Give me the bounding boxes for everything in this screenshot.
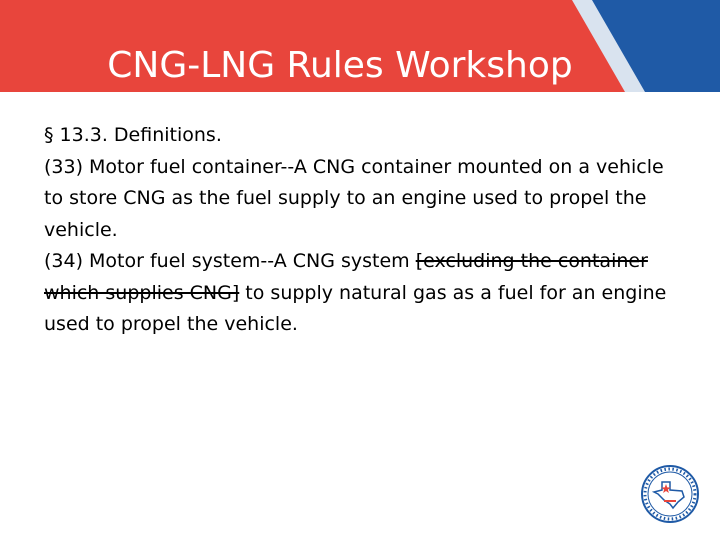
railroad-commission-seal-icon (640, 464, 700, 524)
definition-34-struck-text: [excluding the container which supplies CNG] (44, 250, 648, 304)
section-heading: § 13.3. Definitions. (44, 124, 222, 146)
definition-34-intro: (34) Motor fuel system--A CNG system (44, 250, 416, 272)
slide-title: CNG-LNG Rules Workshop (107, 45, 573, 86)
definition-33: (33) Motor fuel container--A CNG container mounted on a vehicle to store CNG as the fuel supply to an engine used to propel the vehicle. (44, 155, 664, 241)
definition-34-rest: to supply natural gas as a fuel for an engine used to propel the vehicle. (44, 281, 667, 335)
slide-body (44, 120, 684, 341)
definition-34 (44, 246, 684, 341)
